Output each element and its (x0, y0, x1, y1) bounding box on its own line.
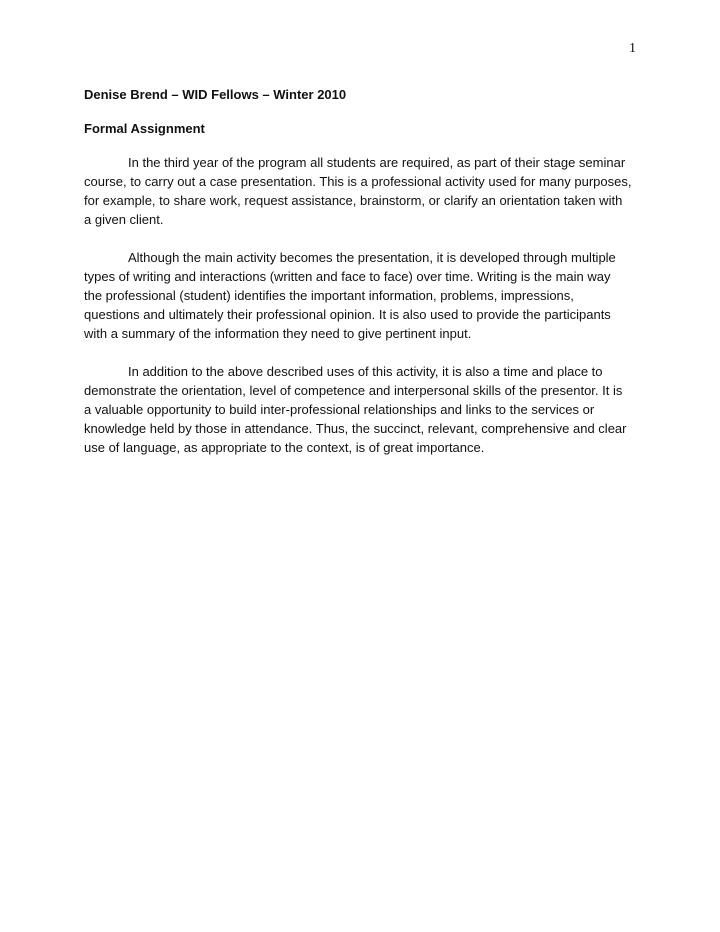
paragraph-line: Although the main activity becomes the presentation, it is developed through multiple (128, 250, 616, 265)
paragraph (84, 248, 636, 343)
paragraph (84, 153, 636, 229)
page-number: 1 (629, 41, 636, 56)
paragraph-line: a valuable opportunity to build inter-professional relationships and links to the services or (84, 402, 595, 417)
document-title: Denise Brend – WID Fellows – Winter 2010 (84, 87, 347, 102)
document-body (84, 153, 636, 476)
paragraph-line: with a summary of the information they need to give pertinent input. (84, 326, 472, 341)
paragraph-line: In the third year of the program all students are required, as part of their stage seminar (128, 155, 626, 170)
paragraph-line: a given client. (84, 212, 164, 227)
paragraph-line: use of language, as appropriate to the context, is of great importance. (84, 440, 485, 455)
paragraph-line: the professional (student) identifies the important information, problems, impressions, (84, 288, 574, 303)
paragraph-line: demonstrate the orientation, level of competence and interpersonal skills of the presentor. It is (84, 383, 623, 398)
paragraph-line: for example, to share work, request assistance, brainstorm, or clarify an orientation taken with (84, 193, 623, 208)
paragraph (84, 362, 636, 457)
paragraph-line: course, to carry out a case presentation. This is a professional activity used for many purposes, (84, 174, 632, 189)
document-subtitle: Formal Assignment (84, 121, 205, 136)
paragraph-line: knowledge held by those in attendance. Thus, the succinct, relevant, comprehensive and clear (84, 421, 627, 436)
paragraph-line: questions and ultimately their professional opinion. It is also used to provide the participants (84, 307, 611, 322)
paragraph-line: types of writing and interactions (written and face to face) over time. Writing is the main way (84, 269, 611, 284)
paragraph-line: In addition to the above described uses of this activity, it is also a time and place to (128, 364, 603, 379)
